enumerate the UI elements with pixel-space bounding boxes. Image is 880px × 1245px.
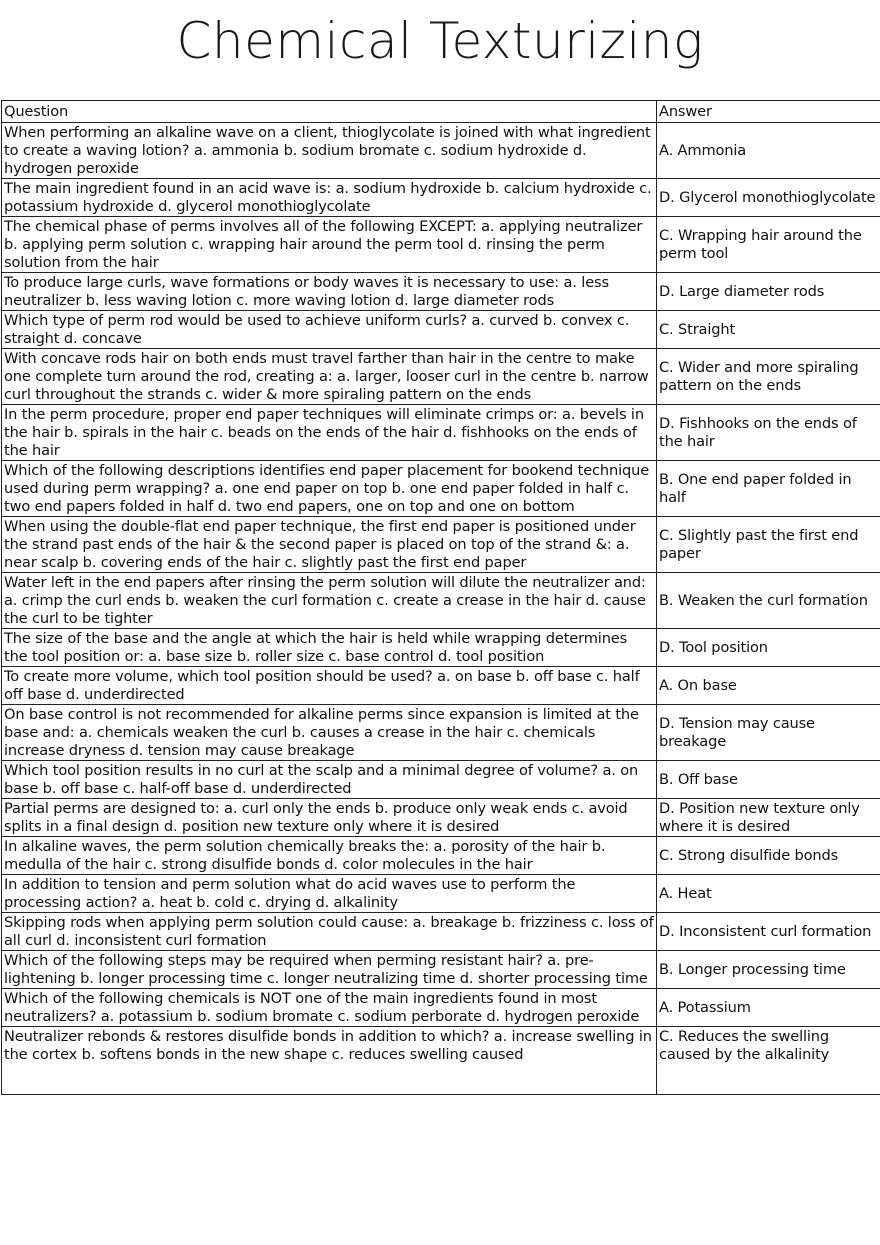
- question-cell: On base control is not recommended for alkaline perms since expansion is limited at the base and: a. chemicals weaken the curl b. causes a crease in the hair c. chemicals increase dryness d. tension may cause breakage: [2, 705, 657, 761]
- table-row: [2, 989, 880, 1027]
- answer-cell: C. Slightly past the first end paper: [657, 517, 880, 573]
- table-row: [2, 875, 880, 913]
- question-cell: Partial perms are designed to: a. curl only the ends b. produce only weak ends c. avoid splits in a final design d. position new texture only where it is desired: [2, 799, 657, 837]
- table-row: [2, 179, 880, 217]
- table-row: [2, 311, 880, 349]
- question-cell: In the perm procedure, proper end paper techniques will eliminate crimps or: a. bevels in the hair b. spirals in the hair c. beads on the ends of the hair d. fishhooks on the ends of the hair: [2, 405, 657, 461]
- answer-cell: C. Reduces the swelling caused by the alkalinity: [657, 1027, 880, 1095]
- question-cell: Which of the following descriptions identifies end paper placement for bookend technique used during perm wrapping? a. one end paper on top b. one end paper folded in half c. two end papers folded in half d. two end papers, one on top and one on bottom: [2, 461, 657, 517]
- answer-cell: D. Fishhooks on the ends of the hair: [657, 405, 880, 461]
- table-row: [2, 1027, 880, 1095]
- table-row: [2, 123, 880, 179]
- answer-cell: B. Weaken the curl formation: [657, 573, 880, 629]
- question-cell: In alkaline waves, the perm solution chemically breaks the: a. porosity of the hair b. medulla of the hair c. strong disulfide bonds d. color molecules in the hair: [2, 837, 657, 875]
- table-row: [2, 837, 880, 875]
- question-header: Question: [2, 101, 657, 123]
- table-row: [2, 667, 880, 705]
- page-title: Chemical Texturizing: [176, 12, 704, 70]
- answer-cell: D. Glycerol monothioglycolate: [657, 179, 880, 217]
- question-cell: To create more volume, which tool position should be used? a. on base b. off base c. half off base d. underdirected: [2, 667, 657, 705]
- table-row: [2, 951, 880, 989]
- answer-cell: D. Tension may cause breakage: [657, 705, 880, 761]
- question-cell: Water left in the end papers after rinsing the perm solution will dilute the neutralizer and: a. crimp the curl ends b. weaken the curl formation c. create a crease in the hair d. cause the curl to be tighter: [2, 573, 657, 629]
- answer-cell: C. Strong disulfide bonds: [657, 837, 880, 875]
- question-cell: Neutralizer rebonds & restores disulfide bonds in addition to which? a. increase swelling in the cortex b. softens bonds in the new shape c. reduces swelling caused: [2, 1027, 657, 1095]
- answer-cell: C. Wider and more spiraling pattern on the ends: [657, 349, 880, 405]
- answer-cell: A. Ammonia: [657, 123, 880, 179]
- answer-cell: A. On base: [657, 667, 880, 705]
- answer-cell: D. Tool position: [657, 629, 880, 667]
- table-row: [2, 461, 880, 517]
- answer-cell: B. Off base: [657, 761, 880, 799]
- answer-cell: A. Potassium: [657, 989, 880, 1027]
- question-cell: When using the double-flat end paper technique, the first end paper is positioned under the strand past ends of the hair & the second paper is placed on top of the strand &: a. near scalp b. covering ends of the hair c. slightly past the first end paper: [2, 517, 657, 573]
- answer-cell: D. Position new texture only where it is desired: [657, 799, 880, 837]
- table-row: [2, 405, 880, 461]
- table-row: [2, 349, 880, 405]
- question-cell: To produce large curls, wave formations or body waves it is necessary to use: a. less neutralizer b. less waving lotion c. more waving lotion d. large diameter rods: [2, 273, 657, 311]
- question-cell: When performing an alkaline wave on a client, thioglycolate is joined with what ingredient to create a waving lotion? a. ammonia b. sodium bromate c. sodium hydroxide d. hydrogen peroxide: [2, 123, 657, 179]
- answer-cell: B. Longer processing time: [657, 951, 880, 989]
- answer-cell: C. Straight: [657, 311, 880, 349]
- table-row: [2, 217, 880, 273]
- question-cell: The main ingredient found in an acid wave is: a. sodium hydroxide b. calcium hydroxide c. potassium hydroxide d. glycerol monothioglycolate: [2, 179, 657, 217]
- table-row: [2, 573, 880, 629]
- table-row: [2, 517, 880, 573]
- answer-cell: D. Large diameter rods: [657, 273, 880, 311]
- table-row: [2, 273, 880, 311]
- question-cell: The chemical phase of perms involves all of the following EXCEPT: a. applying neutralizer b. applying perm solution c. wrapping hair around the perm tool d. rinsing the perm solution from the hair: [2, 217, 657, 273]
- answer-header: Answer: [657, 101, 880, 123]
- answer-cell: B. One end paper folded in half: [657, 461, 880, 517]
- question-cell: In addition to tension and perm solution what do acid waves use to perform the processing action? a. heat b. cold c. drying d. alkalinity: [2, 875, 657, 913]
- answer-cell: D. Inconsistent curl formation: [657, 913, 880, 951]
- qa-table: [1, 100, 880, 1095]
- qa-table-body: [2, 101, 880, 1095]
- question-cell: Which of the following steps may be required when perming resistant hair? a. pre-lightening b. longer processing time c. longer neutralizing time d. shorter processing time: [2, 951, 657, 989]
- question-cell: Skipping rods when applying perm solution could cause: a. breakage b. frizziness c. loss of all curl d. inconsistent curl formation: [2, 913, 657, 951]
- table-row: [2, 629, 880, 667]
- table-row: [2, 913, 880, 951]
- answer-cell: A. Heat: [657, 875, 880, 913]
- question-cell: Which tool position results in no curl at the scalp and a minimal degree of volume? a. on base b. off base c. half-off base d. underdirected: [2, 761, 657, 799]
- question-cell: With concave rods hair on both ends must travel farther than hair in the centre to make one complete turn around the rod, creating a: a. larger, looser curl in the centre b. narrow curl throughout the strands c. wider & more spiraling pattern on the ends: [2, 349, 657, 405]
- table-header-row: [2, 101, 880, 123]
- table-row: [2, 761, 880, 799]
- answer-cell: C. Wrapping hair around the perm tool: [657, 217, 880, 273]
- question-cell: The size of the base and the angle at which the hair is held while wrapping determines the tool position or: a. base size b. roller size c. base control d. tool position: [2, 629, 657, 667]
- question-cell: Which type of perm rod would be used to achieve uniform curls? a. curved b. convex c. straight d. concave: [2, 311, 657, 349]
- table-row: [2, 799, 880, 837]
- question-cell: Which of the following chemicals is NOT one of the main ingredients found in most neutralizers? a. potassium b. sodium bromate c. sodium perborate d. hydrogen peroxide: [2, 989, 657, 1027]
- table-row: [2, 705, 880, 761]
